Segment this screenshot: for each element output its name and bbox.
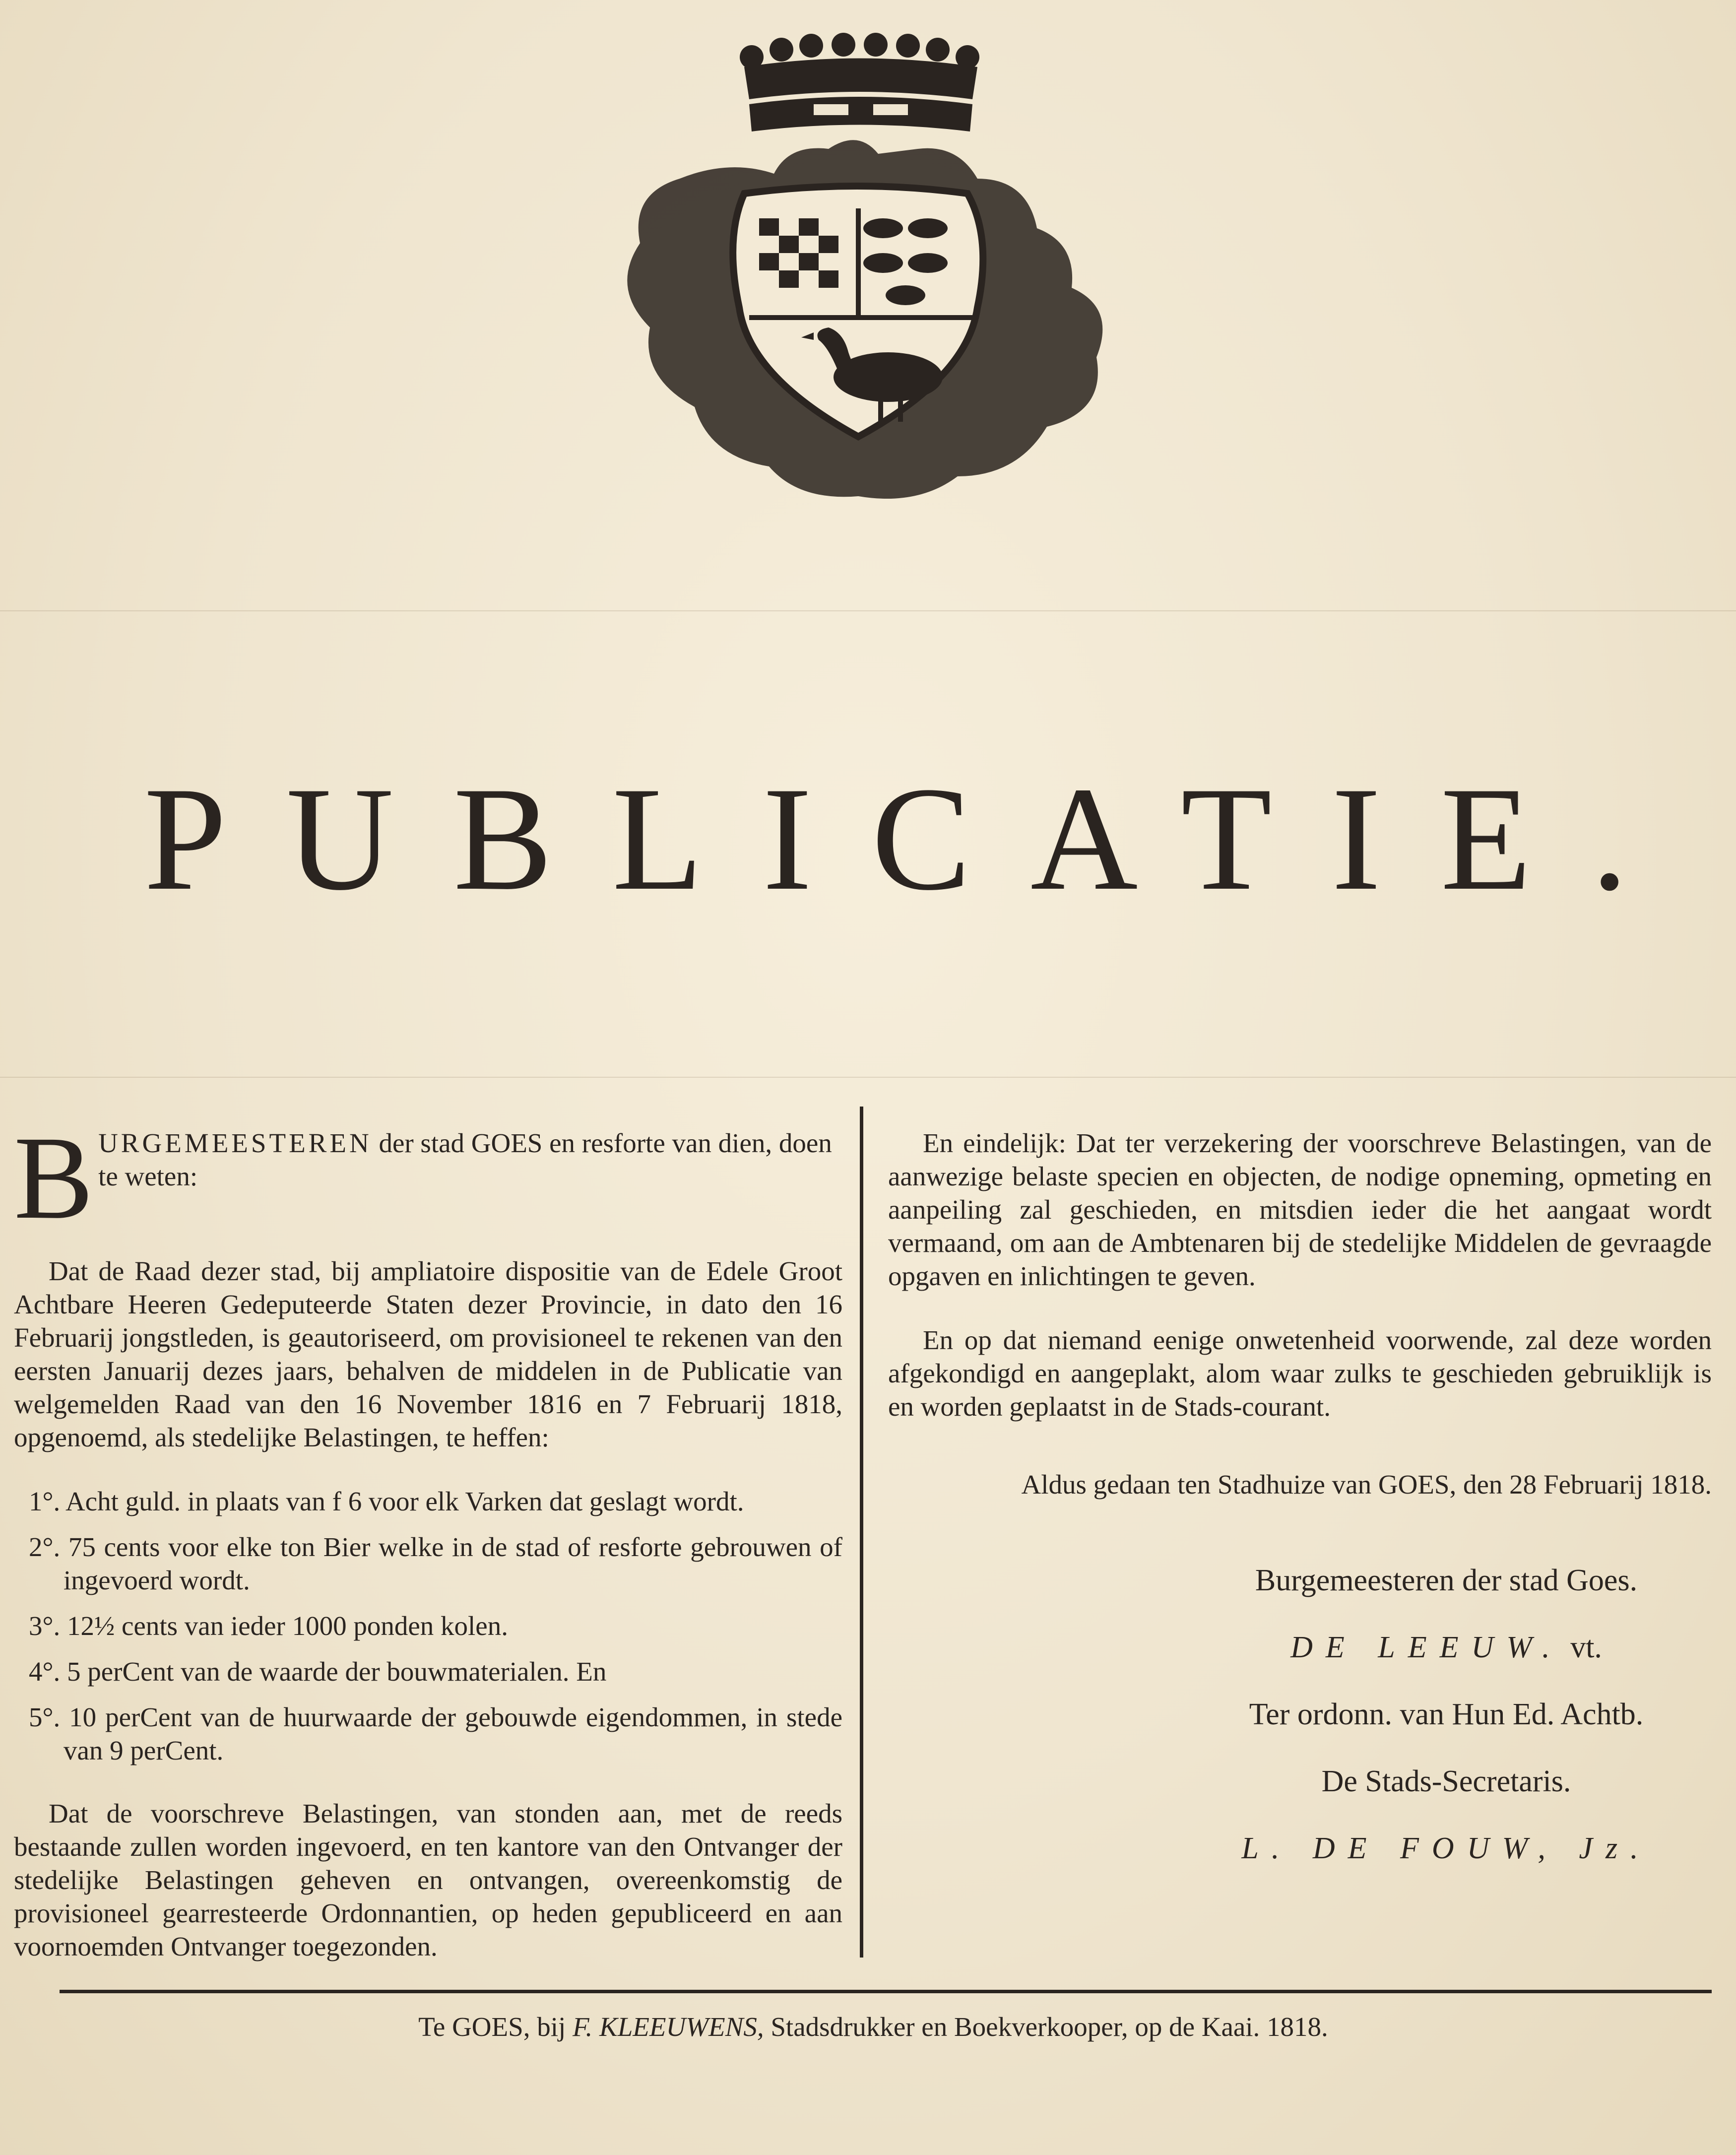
intro-caps: URGEMEESTEREN: [98, 1128, 372, 1158]
shield-quarter: [754, 208, 843, 308]
paragraph: En op dat niemand eenige onwetenheid voorwende, zal deze worden afgekondigd en aangeplakt, alom waar zulks te geschieden gebruiklijk is en worden geplaatst in de Stads-courant.: [888, 1325, 1712, 1422]
order-line: Ter ordonn. van Hun Ed. Achtb.: [1249, 1698, 1644, 1731]
tax-list: [14, 1485, 842, 1767]
printer-name: F. KLEEUWENS,: [573, 2012, 764, 2042]
paragraph: En eindelijk: Dat ter verzekering der voorschreve Belastingen, van de aanwezige belaste specien en objecten, de nodige opneming, opmeting en aanpeiling zal geschieden, en mitsdien ieder die het aangaat wordt vermaand, om aan de Ambtenaren bij de stedelijke Middelen de gevraagde opgaven en inlichtingen te geven.: [888, 1128, 1712, 1291]
date-line: Aldus gedaan ten Stadhuize van GOES, den 28 Februarij 1818.: [1021, 1469, 1712, 1500]
list-item: 5°. 10 perCent van de huurwaarde der gebouwde eigendommen, in stede van 9 perCent.: [29, 1702, 842, 1765]
list-item: 2°. 75 cents voor elke ton Bier welke in de stad of resforte gebrouwen of ingevoerd wordt.: [29, 1532, 842, 1595]
footer-rule: [60, 1990, 1712, 1993]
list-item: 1°. Acht guld. in plaats van f 6 voor elk Varken dat geslagt wordt.: [29, 1486, 744, 1516]
right-column: [888, 1126, 1712, 1895]
signature-title: Burgemeesteren der stad Goes.: [1255, 1564, 1638, 1597]
paragraph: Dat de Raad dezer stad, bij ampliatoire dispositie van de Edele Groot Achtbare Heeren Gedeputeerde Staten dezer Provincie, in dato den 16 Februarij jongstleden, is geautoriseerd, om provisioneel te rekenen van den eersten Januarij dezes jaars, behalven de middelen in de Publicatie van welgemelden Raad van den 16 November 1816 en 7 Februarij 1818, opgenoemd, als stedelijke Belastingen, te heffen:: [14, 1256, 842, 1452]
signature-block: [1186, 1561, 1707, 1868]
signatory-name: DE LEEUW.: [1290, 1631, 1563, 1664]
list-item: 4°. 5 perCent van de waarde der bouwmaterialen. En: [29, 1656, 607, 1687]
page-title: PUBLICATIE.: [144, 756, 1688, 921]
fold-line: [0, 610, 1736, 611]
fold-line: [0, 1077, 1736, 1078]
printer-imprint: [278, 2010, 1469, 2044]
paragraph: Dat de voorschreve Belastingen, van stonden aan, met de reeds bestaande zullen worden ingevoerd, en ten kantore van den Ontvanger der stedelijke Belastingen geheven en ontvangen, overeenkomstig de provisioneel gearresteerde Ordonnantien, op heden gepubliceerd en aan voornoemden Ontvanger toegezonden.: [14, 1798, 842, 1961]
coat-of-arms-emblem: [580, 30, 1126, 531]
imprint-prefix: Te GOES, bij: [418, 2012, 566, 2042]
imprint-suffix: Stadsdrukker en Boekverkooper, op de Kaai. 1818.: [771, 2012, 1328, 2042]
intro-paragraph: [14, 1111, 842, 1243]
crown-icon: [740, 33, 979, 131]
secretary-name: L. DE FOUW, Jz.: [1241, 1831, 1651, 1865]
drop-cap: B: [14, 1111, 94, 1243]
left-column: [14, 1111, 842, 1994]
column-divider: [860, 1107, 863, 1958]
signatory-line: [1186, 1628, 1707, 1667]
secretary-title: De Stads-Secretaris.: [1321, 1764, 1571, 1798]
list-item: 3°. 12½ cents van ieder 1000 ponden kolen.: [29, 1611, 508, 1641]
signatory-suffix: vt.: [1570, 1631, 1602, 1664]
intro-text: der stad GOES en resforte van dien, doen te weten:: [98, 1128, 832, 1191]
